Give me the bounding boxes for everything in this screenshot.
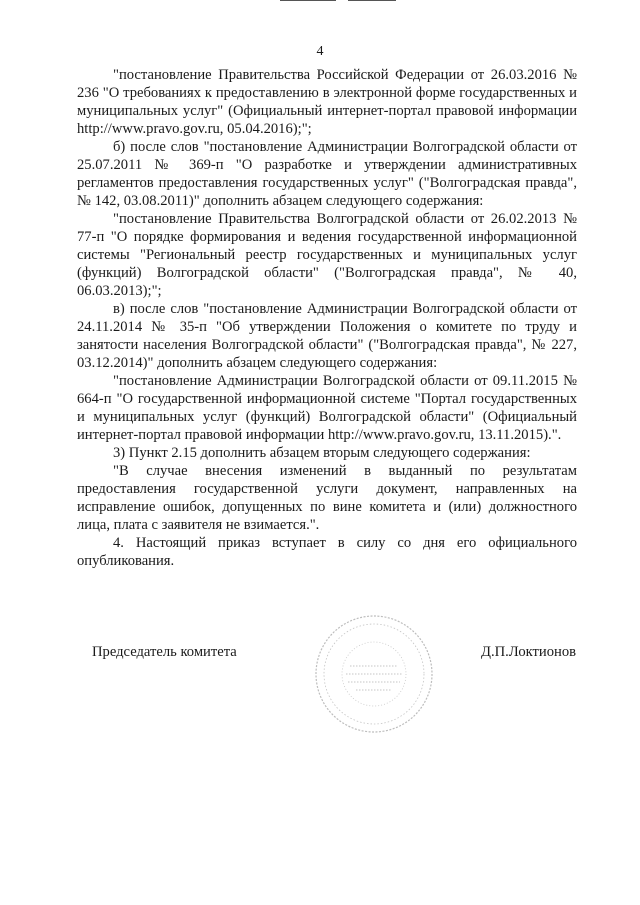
paragraph: "постановление Правительства Волгоградской области от 26.02.2013 № 77-п "О порядке формирования и ведения государственной информационной системы "Региональный реестр государственных и муниципальных услуг (функций) Волгоградской области" ("Волгоградская правда", № 40, 06.03.2013);"; bbox=[77, 211, 577, 299]
official-stamp-icon bbox=[312, 612, 436, 736]
paragraph: "постановление Администрации Волгоградской области от 09.11.2015 № 664-п "О государственной информационной системе "Портал государственных и муниципальных услуг (функций) Волгоградской области" (Официальный интернет-портал правовой информации http://www.pravo.gov.ru, 13.11.2015).". bbox=[77, 373, 577, 443]
top-margin-lines bbox=[280, 0, 408, 18]
paragraph: "постановление Правительства Российской Федерации от 26.03.2016 № 236 "О требованиях к предоставлению в электронной форме государственных и муниципальных услуг" (Официальный интернет-портал правовой информации http://www.pravo.gov.ru, 05.04.2016);"; bbox=[77, 67, 577, 137]
signatory-position: Председатель комитета bbox=[92, 644, 237, 660]
page-number: 4 bbox=[316, 44, 324, 59]
paragraph: в) после слов "постановление Администрации Волгоградской области от 24.11.2014 № 35-п "Об утверждении Положения о комитете по труду и занятости населения Волгоградской области" ("Волгоградская правда", № 227, 03.12.2014)" дополнить абзацем следующего содержания: bbox=[77, 301, 577, 371]
paragraph: 4. Настоящий приказ вступает в силу со дня его официального опубликования. bbox=[77, 535, 577, 569]
paragraph: б) после слов "постановление Администрации Волгоградской области от 25.07.2011 № 369-п "О разработке и утверждении административных регламентов предоставления государственных услуг" ("Волгоградская правда", № 142, 03.08.2011)" дополнить абзацем следующего содержания: bbox=[77, 139, 577, 209]
signatory-name: Д.П.Локтионов bbox=[481, 644, 577, 660]
paragraph: 3) Пункт 2.15 дополнить абзацем вторым следующего содержания: bbox=[113, 445, 531, 461]
paragraph: "В случае внесения изменений в выданный по результатам предоставления государственной услуги документ, направленных на исправление ошибок, допущенных по вине комитета и (или) должностного лица, плата с заявителя не взимается.". bbox=[77, 463, 577, 533]
document-body bbox=[77, 66, 577, 570]
